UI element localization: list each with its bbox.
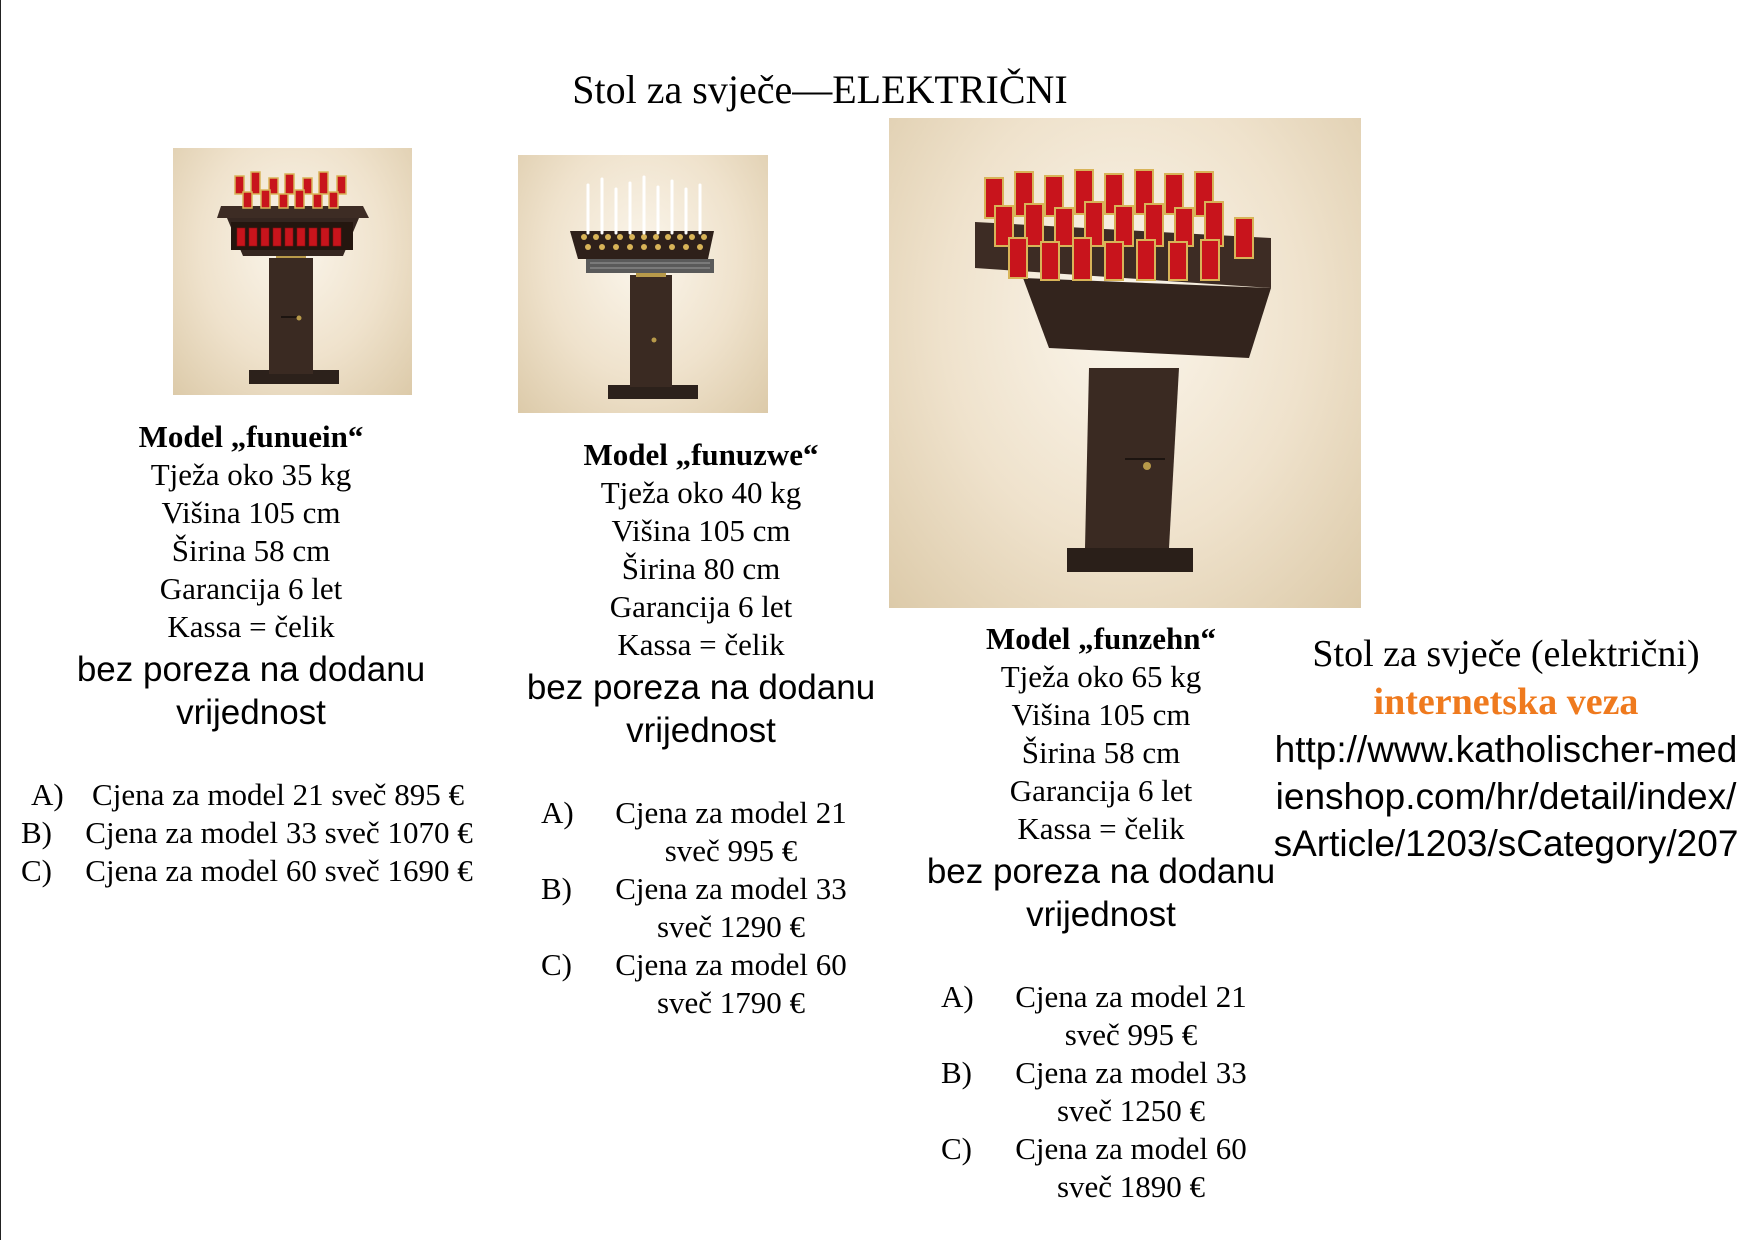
case-spec: Kassa = čelik	[617, 627, 785, 662]
product-details-funuzwe	[491, 436, 911, 752]
product-image-funuzwe	[518, 155, 768, 413]
price-marker: C)	[941, 1131, 972, 1166]
product-url-link[interactable]: http://www.katholischer-medienshop.com/hr/detail/index/sArticle/1203/sCategory/207	[1273, 729, 1739, 864]
price-item	[941, 1130, 1271, 1206]
price-item	[21, 776, 491, 814]
price-text: Cjena za model 21 sveč 995 €	[615, 795, 847, 868]
width-spec: Širina 80 cm	[621, 551, 781, 586]
price-text: Cjena za model 33 sveč 1250 €	[1015, 1055, 1247, 1128]
price-text: Cjena za model 33 sveč 1290 €	[615, 871, 847, 944]
price-marker: B)	[21, 815, 52, 850]
weight-spec: Tježa oko 35 kg	[150, 457, 352, 492]
product-image-funuein	[173, 148, 412, 395]
height-spec: Višina 105 cm	[1011, 697, 1191, 732]
price-marker: C)	[541, 947, 572, 982]
link-label: internetska veza	[1373, 681, 1639, 723]
product-details-funzehn	[891, 620, 1311, 936]
height-spec: Višina 105 cm	[611, 513, 791, 548]
price-item	[21, 852, 491, 890]
product-link-info	[1271, 630, 1741, 867]
price-marker: B)	[941, 1055, 972, 1090]
price-item	[541, 870, 871, 946]
candle-stand-illustration	[889, 118, 1361, 608]
candle-stand-illustration	[518, 155, 768, 413]
width-spec: Širina 58 cm	[1021, 735, 1181, 770]
price-text: Cjena za model 33 sveč 1070 €	[85, 815, 473, 850]
width-spec: Širina 58 cm	[171, 533, 331, 568]
price-marker: B)	[541, 871, 572, 906]
case-spec: Kassa = čelik	[1017, 811, 1185, 846]
price-marker: C)	[21, 853, 52, 888]
price-item	[541, 946, 871, 1022]
price-item	[541, 794, 871, 870]
model-name: Model „funuzwe“	[583, 437, 819, 472]
price-text: Cjena za model 60 sveč 1890 €	[1015, 1131, 1247, 1204]
price-list-funzehn	[941, 978, 1271, 1206]
vat-note: bez poreza na dodanu vrijednost	[76, 650, 426, 732]
price-text: Cjena za model 60 sveč 1790 €	[615, 947, 847, 1020]
model-name: Model „funuein“	[138, 419, 364, 454]
weight-spec: Tježa oko 40 kg	[600, 475, 802, 510]
price-text: Cjena za model 60 sveč 1690 €	[85, 853, 473, 888]
warranty-spec: Garancija 6 let	[609, 589, 793, 624]
info-heading: Stol za svječe (električni)	[1312, 633, 1700, 675]
price-text: Cjena za model 21 sveč 895 €	[92, 777, 464, 812]
price-marker: A)	[941, 979, 974, 1014]
candle-stand-illustration	[173, 148, 412, 395]
price-list-funuzwe	[541, 794, 871, 1022]
vat-note: bez poreza na dodanu vrijednost	[926, 852, 1276, 934]
product-image-funzehn	[889, 118, 1361, 608]
product-details-funuein	[41, 418, 461, 734]
price-text: Cjena za model 21 sveč 995 €	[1015, 979, 1247, 1052]
height-spec: Višina 105 cm	[161, 495, 341, 530]
model-name: Model „funzehn“	[986, 621, 1216, 656]
warranty-spec: Garancija 6 let	[159, 571, 343, 606]
price-item	[941, 978, 1271, 1054]
vat-note: bez poreza na dodanu vrijednost	[526, 668, 876, 750]
page-title: Stol za svječe—ELEKTRIČNI	[572, 67, 1068, 112]
price-item	[941, 1054, 1271, 1130]
case-spec: Kassa = čelik	[167, 609, 335, 644]
price-item	[21, 814, 491, 852]
weight-spec: Tježa oko 65 kg	[1000, 659, 1202, 694]
price-list-funuein	[21, 776, 491, 890]
price-marker: A)	[541, 795, 574, 830]
price-marker: A)	[31, 777, 64, 812]
warranty-spec: Garancija 6 let	[1009, 773, 1193, 808]
